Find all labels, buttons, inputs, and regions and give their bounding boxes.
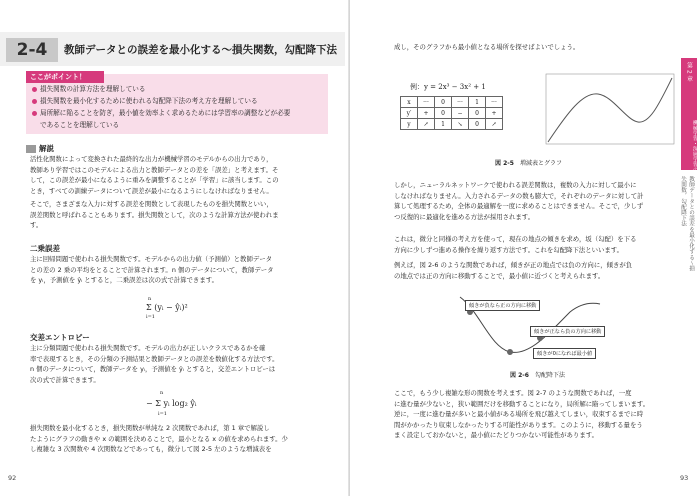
table-cell: ↗ bbox=[418, 119, 435, 130]
table-cell: ··· bbox=[418, 97, 435, 108]
section-number: 2-4 bbox=[6, 38, 58, 62]
paragraph: そこで，さまざまな入力に対する誤差を関数として表現したものを損失関数といい， 誤差関数と呼ばれることもあります。損失関数として，次のような計算方法が使われま す。 bbox=[30, 200, 279, 230]
table-row bbox=[401, 97, 503, 108]
formula-mse-top: n bbox=[148, 296, 152, 302]
paragraph: しかし，ニューラルネットワークで使われる誤差関数は，複数の入力に対して最小に しなければなりません。入力されるデータの数も膨大で，それぞれのデータに対して計 算して処理するため，全体の最適解を一度に求めることはできません。そこで，少しず つ反復的に最適化を進める方法が採用されます。 bbox=[394, 181, 644, 221]
paragraph: 活性化関数によって変換された最終的な出力が機械学習のモデルからの出力であり， 教師あり学習ではこのモデルによる出力と教師データとの差を「誤差」と考えます。そ して，この誤差が最小になるように重みを調整することが「学習」に該当します。この とき，すべての訓練データについて誤差が最小になるようにしなければなりません。 bbox=[30, 155, 279, 195]
figure-caption bbox=[510, 370, 565, 379]
table-cell: 1 bbox=[435, 119, 452, 130]
graph-frame bbox=[546, 74, 674, 144]
formula-ce-top: n bbox=[160, 390, 164, 396]
table-cell: y′ bbox=[401, 108, 418, 119]
paragraph: 成し，そのグラフから最小値となる場所を探せばよいでしょう。 bbox=[394, 43, 580, 51]
heading-explain-text: 解説 bbox=[39, 144, 54, 153]
cubic-function-graph bbox=[538, 72, 678, 152]
paragraph: これは，微分と同様の考え方を使って，現在の地点の傾きを求め，坂（勾配）を下る 方向に少しずつ進める操作を繰り返す方法です。これを勾配降下法といいます。 bbox=[394, 235, 637, 254]
table-cell: 0 bbox=[469, 119, 486, 130]
table-cell: + bbox=[418, 108, 435, 119]
table-cell: ··· bbox=[486, 97, 503, 108]
figure-label: 傾きが0になれば最小値 bbox=[533, 348, 596, 359]
figure-caption-num: 図 2-6 bbox=[510, 372, 529, 379]
point-item bbox=[32, 84, 146, 94]
section-title: 教師データとの誤差を最小化する〜損失関数，勾配降下法 bbox=[64, 44, 337, 56]
formula-ce: − Σ yᵢ log₂ ŷᵢ bbox=[146, 399, 197, 408]
paragraph: 主に分類問題で使われる損失関数です。モデルの出力が正しいクラスであるかを確 率で表現するとき，その分類の予測結果と教師データとの誤差を数値化する方法です。 n 個のデータについて，教師データを yᵢ，予測値を ŷᵢ とすると，交差エントロピーは 次の式で計算できます。 bbox=[30, 344, 279, 384]
point-item bbox=[32, 108, 290, 118]
point-label bbox=[26, 71, 104, 83]
table-cell: ↘ bbox=[452, 119, 469, 130]
table-cell: − bbox=[452, 108, 469, 119]
table-row bbox=[401, 119, 503, 130]
table-cell: ↗ bbox=[486, 119, 503, 130]
heading-mse: 二乗誤差 bbox=[30, 244, 60, 253]
bullet-icon bbox=[32, 99, 37, 104]
point-item-text: であることを理解している bbox=[40, 121, 120, 129]
paragraph: 損失関数を最小化するとき，損失関数が単純な 2 次関数であれば，第 1 章で解説し たようにグラフの動きや x の範囲を決めることで，最小となる x の値を求められます。少 し複雑な 3 次関数や 4 次関数などであっても，微分して図 2-5 左のような増減表を bbox=[30, 424, 288, 454]
point-marker bbox=[507, 349, 513, 355]
figure-caption-text: 増減表とグラフ bbox=[519, 160, 562, 167]
point-item bbox=[40, 120, 119, 130]
chapter-tab-subtitle: 機械学習・深層学習の手法 bbox=[692, 120, 698, 183]
figure-caption-text: 勾配降下法 bbox=[534, 372, 565, 379]
figure-label: 傾きが負なら正の方向に移動 bbox=[465, 300, 540, 311]
figure-label: 傾きが正なら負の方向に移動 bbox=[530, 326, 605, 337]
page-number: 93 bbox=[680, 474, 689, 482]
formula-mse-bottom: i=1 bbox=[146, 314, 155, 320]
curve-line bbox=[548, 78, 672, 142]
formula-ce-bottom: i=1 bbox=[158, 411, 167, 417]
heading-explain bbox=[26, 143, 54, 154]
paragraph: 主に回帰問題で使われる損失関数です。モデルからの出力値（予測値）と教師データ との差の 2 乗の平均をとることで計算されます。n 個のデータについて，教師データ を yᵢ，予測値を ŷᵢ とすると，二乗誤差は次の式で計算できます。 bbox=[30, 255, 274, 285]
point-label-text: ここがポイント！ bbox=[30, 73, 86, 81]
paragraph: 例えば，図 2-6 のような関数であれば，傾きが正の地点では負の方向に，傾きが負 の地点では正の方向に移動することで，最小値に近づくと考えられます。 bbox=[394, 261, 633, 280]
section-side-title: 教師データとの誤差を最小化する〜損失関数，勾配降下法 bbox=[680, 176, 694, 272]
table-cell: 0 bbox=[435, 108, 452, 119]
increase-decrease-table bbox=[400, 96, 503, 130]
table-cell: 1 bbox=[469, 97, 486, 108]
table-cell: + bbox=[486, 108, 503, 119]
table-row bbox=[401, 108, 503, 119]
figure-caption-num: 図 2-5 bbox=[495, 160, 514, 167]
page-number: 92 bbox=[8, 474, 17, 482]
point-item-text: 局所解に陥ることを防ぎ，最小値を効率よく求めるためには学習率の調整などが必要 bbox=[40, 109, 291, 117]
table-cell: y bbox=[401, 119, 418, 130]
point-item-text: 損失関数を最小化するために使われる勾配降下法の考え方を理解している bbox=[40, 97, 258, 105]
bullet-icon bbox=[32, 87, 37, 92]
heading-mark-icon bbox=[26, 145, 36, 153]
heading-cross-entropy: 交差エントロピー bbox=[30, 333, 90, 342]
table-cell: ··· bbox=[452, 97, 469, 108]
table-cell: 0 bbox=[435, 97, 452, 108]
table-cell: 0 bbox=[469, 108, 486, 119]
chapter-tab: 第 2 章 bbox=[681, 58, 697, 170]
example-formula: 例：y = 2x³ − 3x² + 1 bbox=[410, 83, 486, 91]
point-item bbox=[32, 96, 258, 106]
point-item-text: 損失関数の計算方法を理解している bbox=[40, 85, 146, 93]
table-cell: x bbox=[401, 97, 418, 108]
figure-caption bbox=[495, 158, 562, 167]
paragraph: ここで，もう少し複雑な形の関数を考えます。図 2-7 のような関数であれば，一度 に進む量が少ないと，狭い範囲だけを移動することになり，局所解に陥ってしまいます。 逆に，一度に進む量が多いと最小値がある場所を飛び越えてしまい，収束するまでに時 間がかかったり収束しなかったりする可能性があります。このように，移動する量をう まく設定しておかないと，最小値にたどりつかない可能性があります。 bbox=[394, 389, 650, 440]
formula-mse: Σ (yᵢ − ŷᵢ)² bbox=[146, 303, 188, 312]
bullet-icon bbox=[32, 111, 37, 116]
